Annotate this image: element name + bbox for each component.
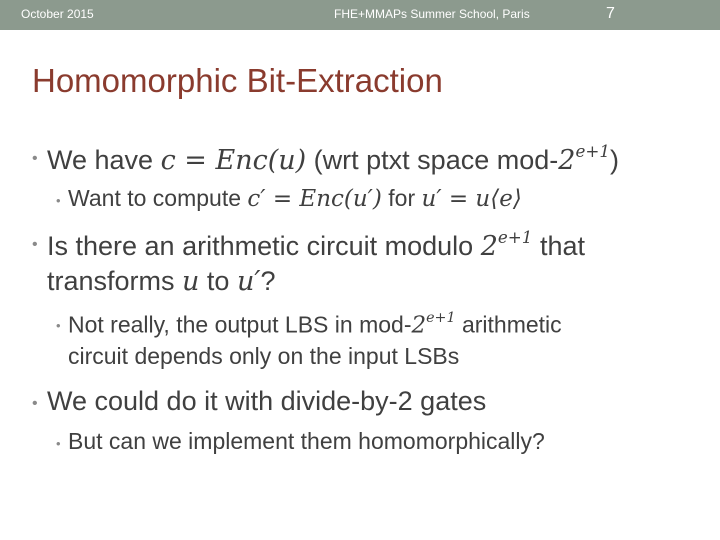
bullet-2-text: ?	[260, 266, 276, 296]
header-bar	[0, 0, 720, 30]
bullet-2-math: 2	[480, 231, 498, 263]
bullet-2-exponent: e+1	[497, 227, 533, 247]
bullet-1-text: (wrt ptxt space mod-	[306, 145, 559, 176]
bullet-2-math: u′	[236, 266, 261, 297]
bullet-2-text: Is there an arithmetic circuit modulo	[47, 231, 481, 262]
sub-bullet-2-continuation	[68, 343, 459, 370]
sub-bullet-2-exponent: e+1	[426, 310, 456, 326]
sub-bullet-marker: •	[56, 436, 61, 451]
sub-bullet-1-text: for	[381, 185, 422, 211]
bullet-2	[47, 227, 585, 262]
bullet-2-continuation	[47, 266, 276, 297]
sub-bullet-2-text: Not really, the output LBS in mod-	[68, 311, 412, 338]
bullet-2-text: to	[199, 266, 237, 296]
bullet-3	[47, 386, 486, 417]
sub-bullet-2-math: 2	[411, 312, 427, 339]
bullet-3-text: We could do it with divide-by-2 gates	[47, 386, 487, 416]
sub-bullet-1-math: c′ = Enc(u′)	[247, 186, 382, 212]
bullet-2-text: that	[532, 231, 585, 262]
sub-bullet-2-text: arithmetic	[455, 311, 562, 338]
header-date: October 2015	[21, 7, 94, 21]
sub-bullet-1	[68, 185, 522, 212]
sub-bullet-1-text: Want to compute	[68, 185, 248, 211]
sub-bullet-2-text: circuit depends only on the input LSBs	[68, 343, 460, 369]
slide-title: Homomorphic Bit-Extraction	[32, 62, 443, 99]
header-event: FHE+MMAPs Summer School, Paris	[334, 7, 530, 21]
bullet-marker: •	[32, 150, 38, 167]
sub-bullet-2	[68, 310, 562, 338]
bullet-marker: •	[32, 236, 38, 253]
sub-bullet-3-text: But can we implement them homomorphically?	[68, 428, 545, 454]
bullet-marker: •	[32, 395, 38, 412]
bullet-1-math: c = Enc(u)	[160, 145, 307, 177]
sub-bullet-marker: •	[56, 193, 61, 208]
bullet-1-math: 2	[558, 145, 576, 177]
bullet-1-text: We have	[47, 145, 161, 176]
sub-bullet-marker: •	[56, 318, 61, 333]
bullet-1-exponent: e+1	[575, 141, 611, 161]
bullet-2-text: transforms	[47, 266, 183, 296]
slide-number: 7	[606, 5, 615, 22]
bullet-2-math: u	[182, 266, 200, 297]
bullet-1-text: )	[610, 145, 620, 176]
bullet-1	[47, 141, 619, 176]
sub-bullet-1-math: u′ = u⟨e⟩	[421, 186, 522, 212]
sub-bullet-3	[68, 428, 545, 455]
